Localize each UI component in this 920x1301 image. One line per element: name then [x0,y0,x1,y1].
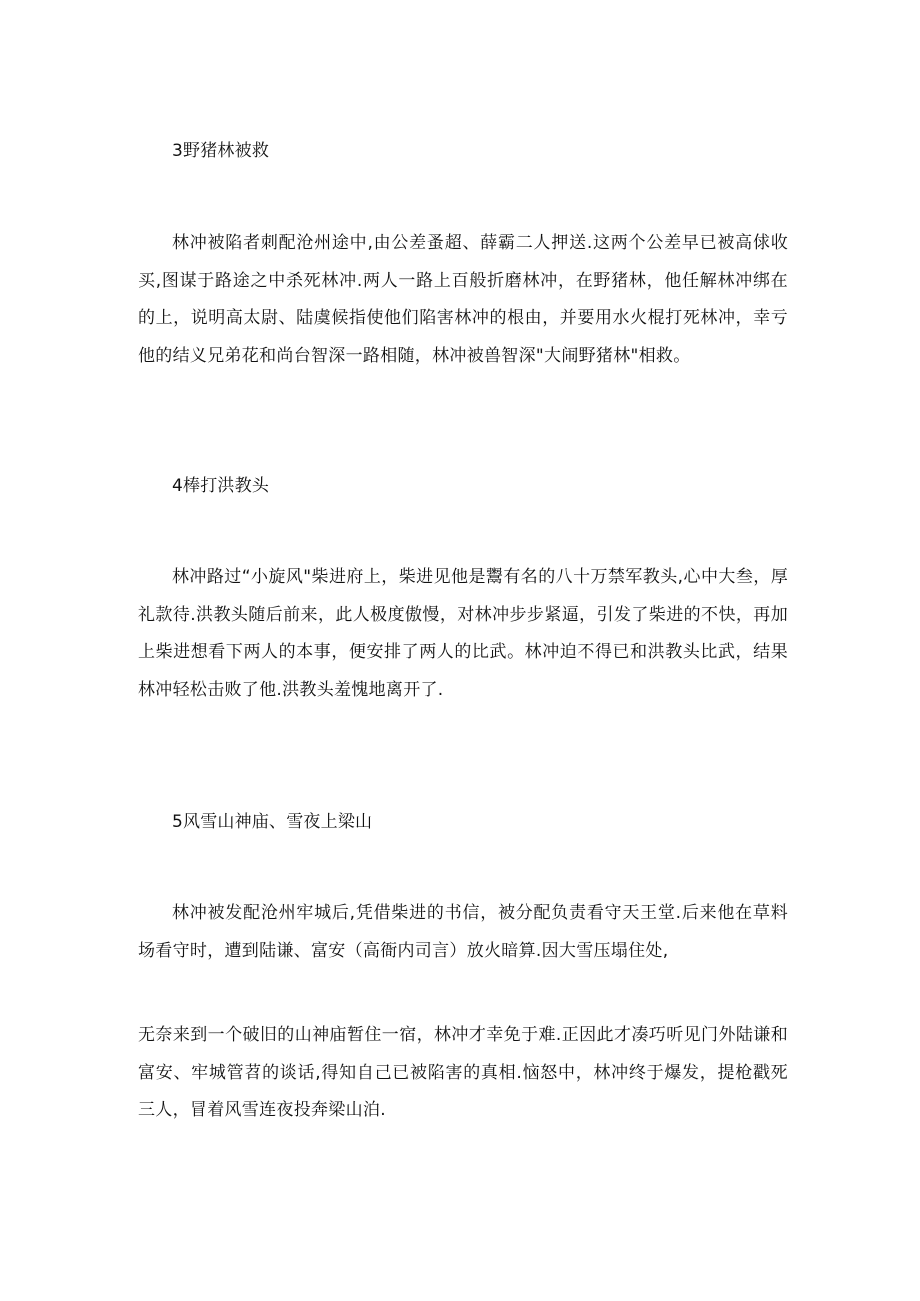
section-5-heading: 5风雪山神庙、雪夜上梁山 [172,812,373,832]
section-3-paragraph: 林冲被陷者刺配沧州途中,由公差蚤超、薛霸二人押送.这两个公差早已被高俅收买,图谋于路途之中杀死林冲.两人一路上百般折磨林冲，在野猪林，他任解林冲绑在的上，说明高太尉、陆虞候指使他们陷害林冲的根由，并要用水火棍打死林冲，幸亏他的结义兄弟花和尚台智深一路相随，林冲被兽智深"大闹野猪林"相救。 [138,233,788,366]
section-5-paragraph: 林冲被发配沧州牢城后,凭借柴进的书信，被分配负责看守天王堂.后来他在草料场看守时，遭到陆谦、富安（高衙内司言）放火暗算.因大雪压塌住处, [138,903,788,961]
section-3-heading: 3野猪林被救 [172,141,270,161]
section-4-paragraph: 林冲路过“小旋风"柴进府上，柴进见他是鬻有名的八十万禁军教头,心中大叁，厚礼款待.洪教头随后前来，此人极度傲慢，对林冲步步紧逼，引发了柴进的不快，再加上柴进想看下两人的本事，便安排了两人的比武。林冲迫不得已和洪教头比武，结果林冲轻松击败了他.洪教头羞愧地离开了. [138,567,788,700]
section-5-paragraph-continued: 无奈来到一个破旧的山神庙暂住一宿，林冲才幸免于难.正因此才凑巧听见门外陆谦和富安、牢城管苕的谈话,得知自己已被陷害的真相.恼怒中，林冲终于爆发，提枪戳死三人，冒着风雪连夜投奔梁山泊. [138,1025,788,1120]
section-4-heading: 4棒打洪教头 [172,476,270,496]
